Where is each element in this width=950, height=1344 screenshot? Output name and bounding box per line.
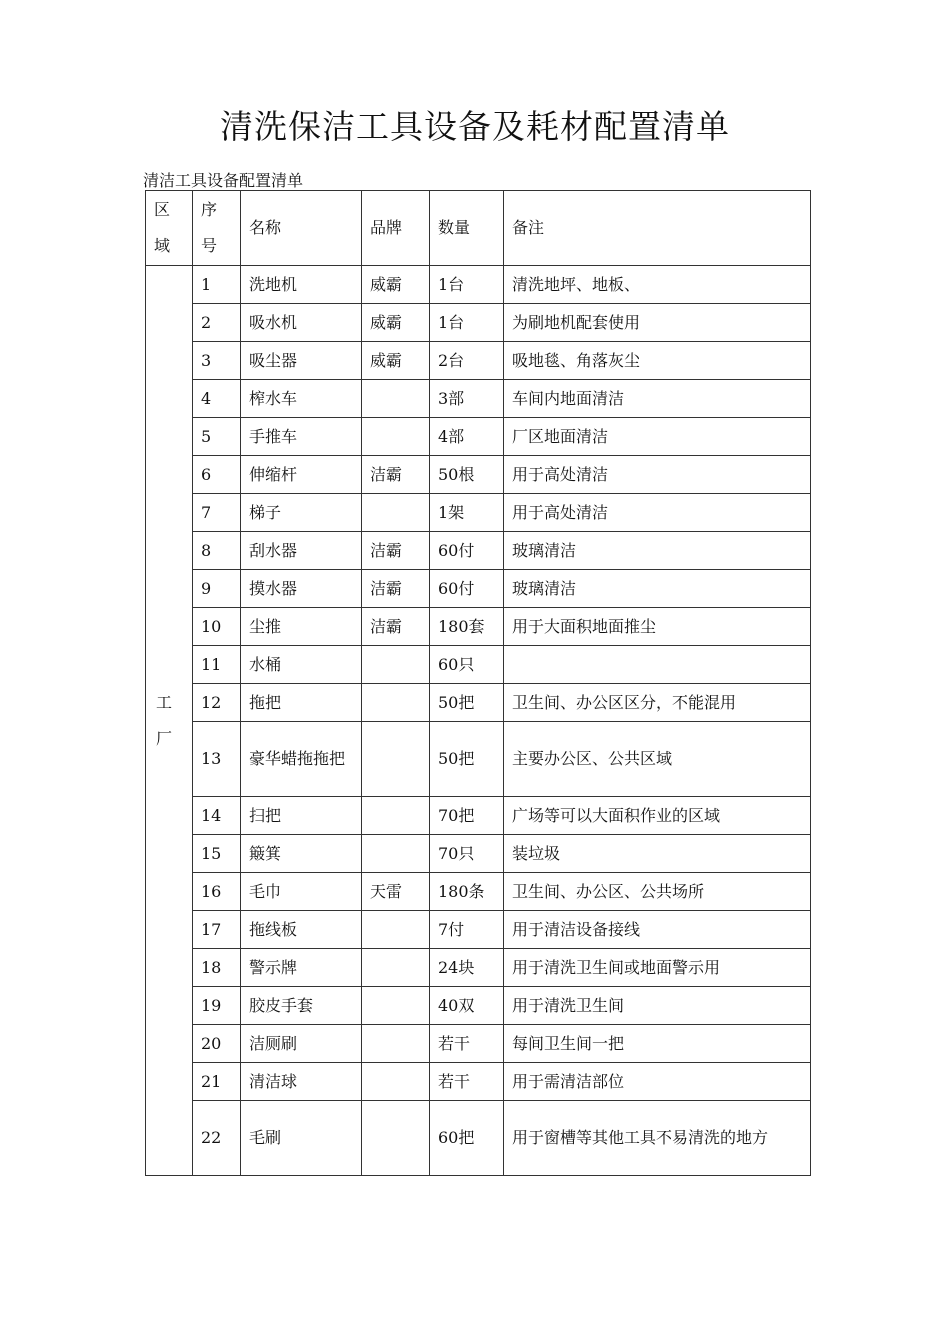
header-brand: 品牌 xyxy=(362,191,430,266)
cell-name: 洗地机 xyxy=(241,266,362,304)
cell-brand: 威霸 xyxy=(362,342,430,380)
table-row xyxy=(146,304,811,342)
cell-quantity: 60把 xyxy=(430,1101,504,1176)
cell-name: 警示牌 xyxy=(241,949,362,987)
table-caption: 清洁工具设备配置清单 xyxy=(143,171,304,190)
header-name: 名称 xyxy=(241,191,362,266)
cell-quantity: 24块 xyxy=(430,949,504,987)
cell-brand xyxy=(362,494,430,532)
cell-brand xyxy=(362,911,430,949)
cell-brand xyxy=(362,646,430,684)
cell-remarks: 用于清洗卫生间或地面警示用 xyxy=(504,949,811,987)
cell-remarks: 车间内地面清洁 xyxy=(504,380,811,418)
cell-seq: 17 xyxy=(193,911,241,949)
cell-brand xyxy=(362,949,430,987)
cell-remarks: 用于清洁设备接线 xyxy=(504,911,811,949)
cell-quantity: 50把 xyxy=(430,684,504,722)
cell-name: 胶皮手套 xyxy=(241,987,362,1025)
cell-quantity: 1台 xyxy=(430,266,504,304)
table-row xyxy=(146,722,811,797)
document-title: 清洗保洁工具设备及耗材配置清单 xyxy=(220,107,730,146)
cell-name: 水桶 xyxy=(241,646,362,684)
region-line2: 厂 xyxy=(156,728,173,748)
table-row xyxy=(146,608,811,646)
table-row xyxy=(146,418,811,456)
cell-seq: 2 xyxy=(193,304,241,342)
cell-name: 尘推 xyxy=(241,608,362,646)
cell-remarks: 用于大面积地面推尘 xyxy=(504,608,811,646)
cell-seq: 21 xyxy=(193,1063,241,1101)
cell-remarks: 用于高处清洁 xyxy=(504,494,811,532)
cell-name: 摸水器 xyxy=(241,570,362,608)
cell-seq: 18 xyxy=(193,949,241,987)
header-seq-line2: 号 xyxy=(201,236,218,255)
cell-remarks-text: 用于窗槽等其他工具不易清洗的地方 xyxy=(512,1128,769,1147)
cell-remarks: 用于高处清洁 xyxy=(504,456,811,494)
header-seq-line1: 序 xyxy=(201,200,218,219)
cell-seq: 22 xyxy=(193,1101,241,1176)
cell-brand xyxy=(362,987,430,1025)
cell-brand xyxy=(362,684,430,722)
cell-brand xyxy=(362,418,430,456)
cell-remarks: 装垃圾 xyxy=(504,835,811,873)
table-row xyxy=(146,342,811,380)
cell-brand xyxy=(362,1101,430,1176)
header-seq xyxy=(193,191,241,266)
region-cell xyxy=(146,266,193,1176)
cell-brand xyxy=(362,1063,430,1101)
cell-remarks: 用于需清洁部位 xyxy=(504,1063,811,1101)
cell-remarks: 为刷地机配套使用 xyxy=(504,304,811,342)
cell-seq: 14 xyxy=(193,797,241,835)
cell-quantity: 60只 xyxy=(430,646,504,684)
cell-seq: 4 xyxy=(193,380,241,418)
cell-seq: 15 xyxy=(193,835,241,873)
cell-quantity: 50根 xyxy=(430,456,504,494)
cell-name: 拖把 xyxy=(241,684,362,722)
cell-name: 簸箕 xyxy=(241,835,362,873)
cell-brand: 洁霸 xyxy=(362,532,430,570)
table-row xyxy=(146,456,811,494)
cell-quantity: 60付 xyxy=(430,532,504,570)
table-row xyxy=(146,1063,811,1101)
table-header-row xyxy=(146,191,811,266)
cell-name: 毛刷 xyxy=(241,1101,362,1176)
header-quantity: 数量 xyxy=(430,191,504,266)
cell-brand: 天雷 xyxy=(362,873,430,911)
cell-name: 吸尘器 xyxy=(241,342,362,380)
cell-remarks: 主要办公区、公共区域 xyxy=(504,722,811,797)
cell-seq: 7 xyxy=(193,494,241,532)
cell-brand xyxy=(362,797,430,835)
cell-seq: 8 xyxy=(193,532,241,570)
cell-quantity: 180条 xyxy=(430,873,504,911)
cell-remarks: 玻璃清洁 xyxy=(504,532,811,570)
header-remarks: 备注 xyxy=(504,191,811,266)
cell-brand: 洁霸 xyxy=(362,608,430,646)
table-row xyxy=(146,1101,811,1176)
equipment-table xyxy=(145,190,811,1176)
table-row xyxy=(146,570,811,608)
cell-seq: 10 xyxy=(193,608,241,646)
region-line1: 工 xyxy=(156,692,173,712)
cell-seq: 13 xyxy=(193,722,241,797)
cell-seq: 11 xyxy=(193,646,241,684)
header-region-line2: 域 xyxy=(154,236,171,255)
cell-quantity: 3部 xyxy=(430,380,504,418)
cell-name: 洁厕刷 xyxy=(241,1025,362,1063)
cell-remarks: 厂区地面清洁 xyxy=(504,418,811,456)
cell-name: 吸水机 xyxy=(241,304,362,342)
cell-remarks: 广场等可以大面积作业的区域 xyxy=(504,797,811,835)
cell-brand xyxy=(362,380,430,418)
cell-quantity: 2台 xyxy=(430,342,504,380)
cell-seq: 19 xyxy=(193,987,241,1025)
cell-remarks: 玻璃清洁 xyxy=(504,570,811,608)
cell-brand: 洁霸 xyxy=(362,456,430,494)
cell-remarks: 卫生间、办公区、公共场所 xyxy=(504,873,811,911)
table-row xyxy=(146,532,811,570)
cell-brand xyxy=(362,1025,430,1063)
cell-quantity: 60付 xyxy=(430,570,504,608)
cell-name: 梯子 xyxy=(241,494,362,532)
header-region xyxy=(146,191,193,266)
cell-remarks: 清洗地坪、地板、 xyxy=(504,266,811,304)
cell-remarks: 吸地毯、角落灰尘 xyxy=(504,342,811,380)
cell-brand xyxy=(362,722,430,797)
table-row xyxy=(146,1025,811,1063)
table-row xyxy=(146,797,811,835)
cell-brand: 威霸 xyxy=(362,304,430,342)
cell-brand xyxy=(362,835,430,873)
cell-name: 榨水车 xyxy=(241,380,362,418)
equipment-table-body xyxy=(146,191,811,1176)
cell-quantity: 70把 xyxy=(430,797,504,835)
table-row xyxy=(146,835,811,873)
cell-quantity: 4部 xyxy=(430,418,504,456)
cell-remarks xyxy=(504,1101,811,1176)
table-row xyxy=(146,873,811,911)
cell-name: 刮水器 xyxy=(241,532,362,570)
cell-quantity: 40双 xyxy=(430,987,504,1025)
table-row xyxy=(146,684,811,722)
cell-seq: 5 xyxy=(193,418,241,456)
cell-name: 毛巾 xyxy=(241,873,362,911)
cell-seq: 9 xyxy=(193,570,241,608)
cell-remarks: 用于清洗卫生间 xyxy=(504,987,811,1025)
cell-seq: 6 xyxy=(193,456,241,494)
cell-name-text: 豪华蜡拖拖把 xyxy=(249,749,346,768)
cell-brand: 洁霸 xyxy=(362,570,430,608)
cell-remarks: 每间卫生间一把 xyxy=(504,1025,811,1063)
table-row xyxy=(146,646,811,684)
cell-quantity: 1架 xyxy=(430,494,504,532)
cell-remarks: 卫生间、办公区区分，不能混用 xyxy=(504,684,811,722)
cell-quantity: 180套 xyxy=(430,608,504,646)
cell-seq: 12 xyxy=(193,684,241,722)
cell-quantity: 70只 xyxy=(430,835,504,873)
cell-name: 伸缩杆 xyxy=(241,456,362,494)
cell-quantity: 若干 xyxy=(430,1063,504,1101)
table-row xyxy=(146,266,811,304)
header-region-line1: 区 xyxy=(154,200,171,219)
cell-seq: 16 xyxy=(193,873,241,911)
cell-seq: 1 xyxy=(193,266,241,304)
cell-name: 清洁球 xyxy=(241,1063,362,1101)
cell-name: 扫把 xyxy=(241,797,362,835)
cell-name: 手推车 xyxy=(241,418,362,456)
table-row xyxy=(146,380,811,418)
cell-quantity: 50把 xyxy=(430,722,504,797)
table-row xyxy=(146,911,811,949)
cell-seq: 3 xyxy=(193,342,241,380)
cell-quantity: 1台 xyxy=(430,304,504,342)
cell-seq: 20 xyxy=(193,1025,241,1063)
cell-name xyxy=(241,722,362,797)
cell-brand: 威霸 xyxy=(362,266,430,304)
cell-quantity: 若干 xyxy=(430,1025,504,1063)
cell-quantity: 7付 xyxy=(430,911,504,949)
cell-remarks xyxy=(504,646,811,684)
cell-name: 拖线板 xyxy=(241,911,362,949)
table-row xyxy=(146,494,811,532)
table-row xyxy=(146,987,811,1025)
table-row xyxy=(146,949,811,987)
